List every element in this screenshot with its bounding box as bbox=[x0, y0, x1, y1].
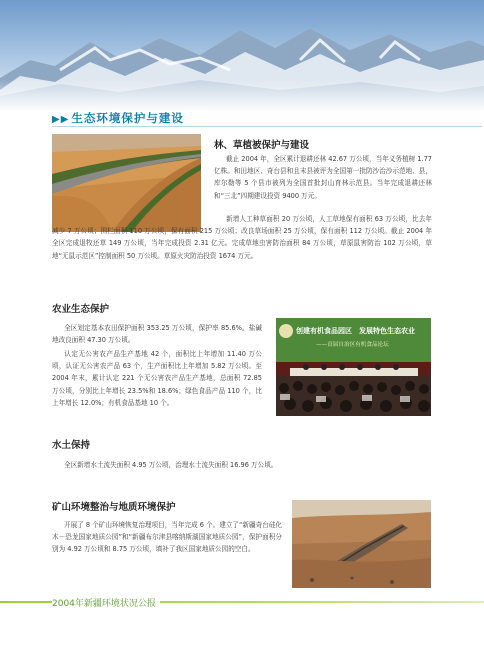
petrified-wood-photo bbox=[292, 500, 431, 588]
water-paragraph-1 bbox=[52, 459, 442, 471]
forum-banner-text: 创建有机食品园区 发展特色生态农业 bbox=[296, 327, 415, 335]
agri-paragraph-2 bbox=[52, 348, 262, 409]
forum-banner-subtitle: ——首届自治区有机食品论坛 bbox=[316, 342, 389, 348]
agri-paragraph-1 bbox=[52, 322, 262, 346]
water-p1-text: 全区新增水土流失面积 4.95 万公顷，治理水土流失面积 16.96 万公顷。 bbox=[64, 461, 278, 469]
footer-report-name: 年新疆环境状况公报 bbox=[74, 599, 156, 609]
agri-heading: 农业生态保护 bbox=[52, 304, 110, 315]
forest-paragraph-1 bbox=[214, 153, 432, 202]
forest-p1-text: 截止 2004 年，全区累计退耕还林 42.67 万公顷，当年义务植树 1.77 亿株。和田地区、奇台县和且末县被评为全国第一批防沙治沙示范地、县，库尔勒等 5 个县市被列为全国首批封山育林示范县。当年完成退耕还林和“三北”四期建设投资 9400 万元。 bbox=[214, 155, 432, 200]
footer-year: 2004 bbox=[52, 599, 75, 609]
agri-p2-text: 认定无公害农产品生产基地 42 个，面积比上年增加 11.40 万公顷，认证无公害农产品 63 个，生产面积比上年增加 5.82 万公顷。至 2004 年末，累计认定 221 个无公害农产品生产基地，总面积 72.85 万公顷，分别比上年增长 23.5%和 18.6%；绿色食品产品 110 个，比上年增长 12.0%；有机食品基地 10 个。 bbox=[52, 350, 262, 407]
forest-paragraph-2 bbox=[52, 213, 432, 262]
forum-conference-photo bbox=[276, 318, 431, 416]
mountain-illustration bbox=[0, 0, 484, 112]
forest-p2-text: 新增人工种草面积 20 万公顷，人工草地保有面积 63 万公顷，比去年减少 7 万公顷；围栏面积 110 万公顷，保有面积 215 万公顷；改良草场面积 25 万公顷，保有面积 112 万公顷。截止 2004 年全区完成退牧还草 149 万公顷，当年完成投资 2.31 亿元。完成草地虫害防治面积 84 万公顷，草原鼠害防治 102 万公顷，草地“无鼠示范区”控制面积 50 万公顷。草原火灾防治投资 1674 万元。 bbox=[52, 215, 432, 260]
section-title bbox=[52, 110, 184, 124]
mining-p1-text: 开展了 8 个矿山环境恢复治理项目，当年完成 6 个。建立了“新疆奇台硅化木－恐龙国家地质公园”和“新疆布尔津县喀纳斯湖国家地质公园”，保护面积分别为 4.92 万公顷和 8.75 万公顷，填补了我区国家地质公园的空白。 bbox=[52, 521, 283, 554]
footer-title bbox=[52, 596, 160, 609]
double-arrow-icon: ▶▶ bbox=[52, 114, 70, 125]
section-divider bbox=[52, 126, 482, 127]
water-heading: 水土保持 bbox=[52, 440, 91, 451]
header-banner-mountains bbox=[0, 0, 484, 112]
forest-heading: 林、草植被保护与建设 bbox=[214, 140, 310, 151]
forum-audience-illustration bbox=[276, 318, 431, 416]
mining-paragraph-1 bbox=[52, 519, 282, 556]
mining-heading: 矿山环境整治与地质环境保护 bbox=[52, 502, 176, 513]
section-title-text: 生态环境保护与建设 bbox=[71, 111, 184, 125]
agri-p1-text: 全区划定基本农田保护面积 353.25 万公顷，保护率 85.6%。盐碱地改良面积 47.30 万公顷。 bbox=[52, 324, 262, 345]
